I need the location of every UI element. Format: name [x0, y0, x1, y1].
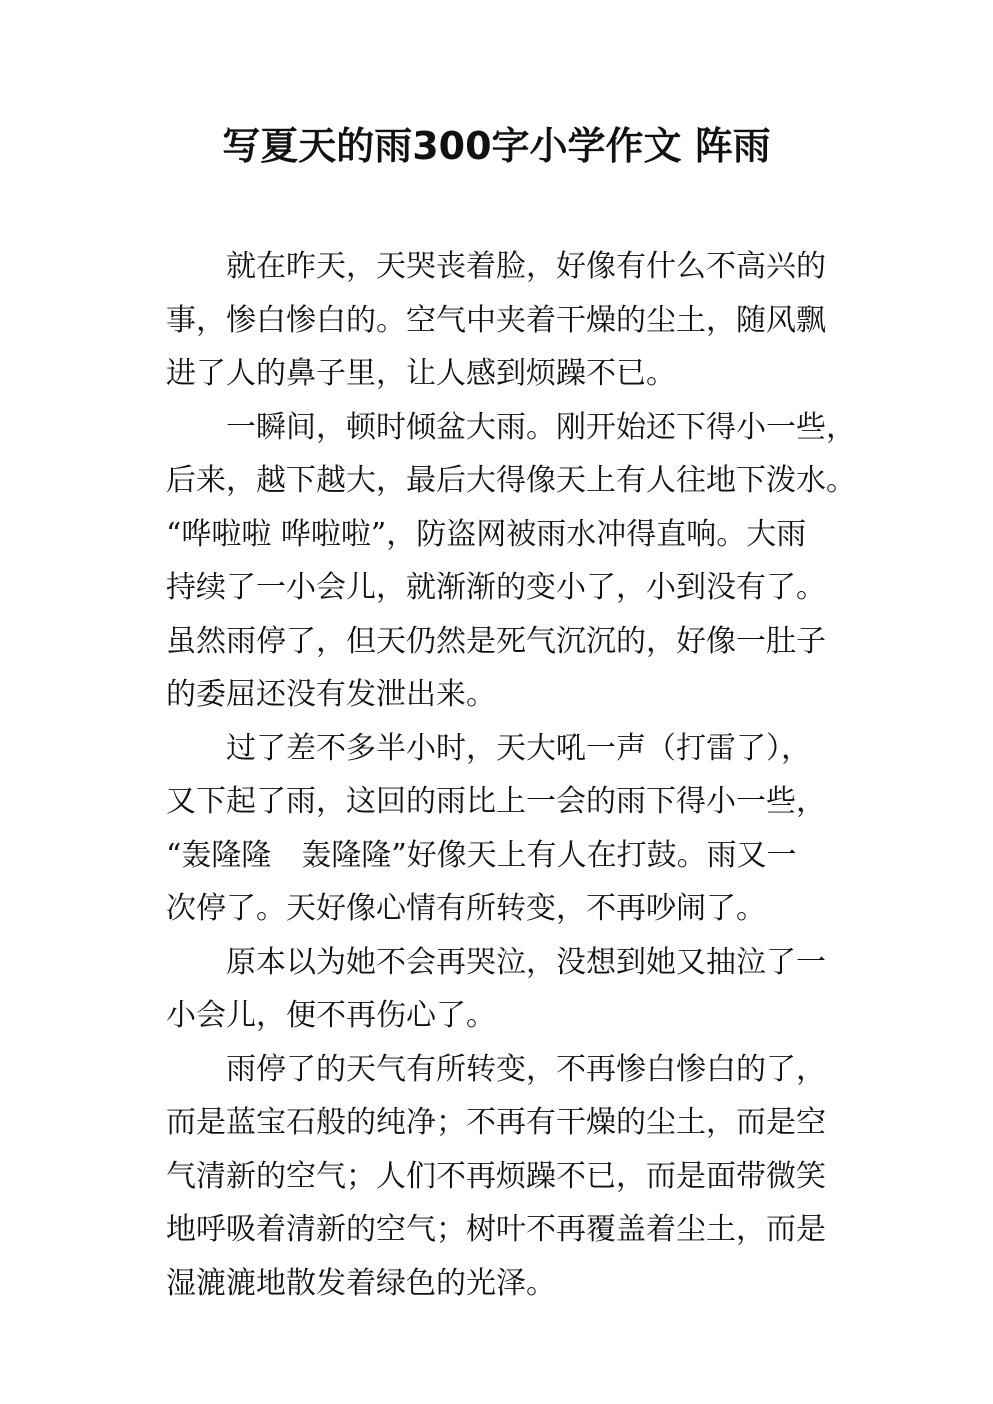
paragraph-4-line-1: 原本以为她不会再哭泣，没想到她又抽泣了一	[226, 945, 826, 980]
paragraph-2-line-4: 持续了一小会儿，就渐渐的变小了，小到没有了。	[166, 570, 826, 605]
paragraph-1-line-2: 事，惨白惨白的。空气中夹着干燥的尘土，随风飘	[166, 303, 826, 338]
paragraph-3-line-1: 过了差不多半小时，天大吼一声（打雷了），	[226, 731, 811, 766]
paragraph-2-line-3: “哗啦啦 哗啦啦”，防盗网被雨水冲得直响。大雨	[166, 517, 807, 552]
paragraph-4-line-2: 小会儿，便不再伤心了。	[166, 998, 496, 1033]
paragraph-3-line-4: 次停了。天好像心情有所转变，不再吵闹了。	[166, 891, 766, 926]
paragraph-5-line-4: 地呼吸着清新的空气；树叶不再覆盖着尘土，而是	[166, 1212, 826, 1247]
paragraph-5-line-1: 雨停了的天气有所转变，不再惨白惨白的了，	[226, 1052, 826, 1087]
paragraph-5-line-3: 气清新的空气；人们不再烦躁不已，而是面带微笑	[166, 1159, 826, 1194]
paragraph-5-line-5: 湿漉漉地散发着绿色的光泽。	[166, 1266, 556, 1301]
paragraph-3-line-3: “轰隆隆 轰隆隆”好像天上有人在打鼓。雨又一	[166, 838, 797, 873]
page-title: 写夏天的雨300字小学作文 阵雨	[222, 124, 771, 168]
paragraph-2-line-1: 一瞬间，顿时倾盆大雨。刚开始还下得小一些，	[226, 410, 856, 445]
paragraph-2-line-6: 的委屈还没有发泄出来。	[166, 677, 496, 712]
paragraph-5-line-2: 而是蓝宝石般的纯净；不再有干燥的尘土，而是空	[166, 1105, 826, 1140]
paragraph-1-line-1: 就在昨天，天哭丧着脸，好像有什么不高兴的	[226, 249, 826, 284]
paragraph-2-line-5: 虽然雨停了，但天仍然是死气沉沉的，好像一肚子	[166, 624, 826, 659]
paragraph-2-line-2: 后来，越下越大，最后大得像天上有人往地下泼水。	[166, 463, 856, 498]
paragraph-1-line-3: 进了人的鼻子里，让人感到烦躁不已。	[166, 356, 676, 391]
paragraph-3-line-2: 又下起了雨，这回的雨比上一会的雨下得小一些，	[166, 784, 826, 819]
